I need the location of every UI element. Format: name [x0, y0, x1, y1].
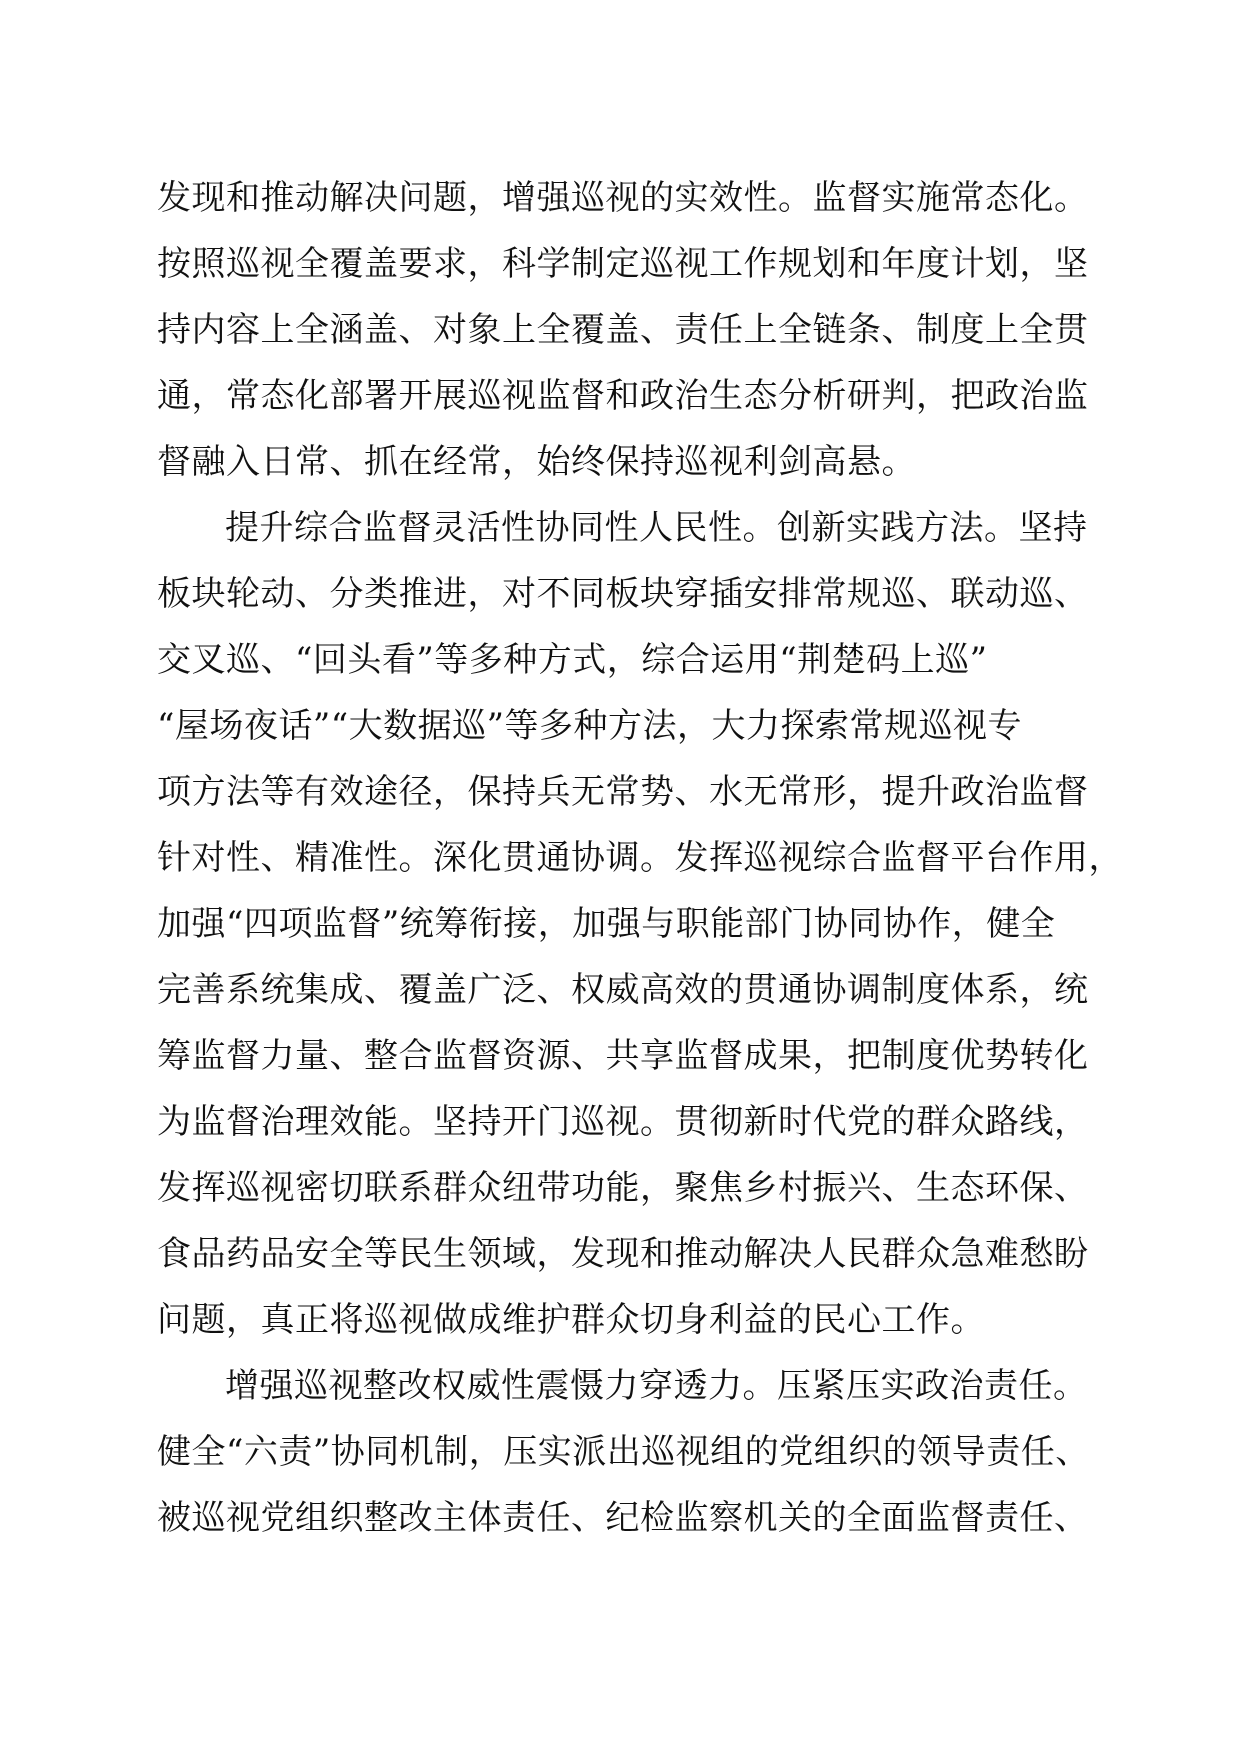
text-line: 交叉巡、“回头看”等多种方式，综合运用“荆楚码上巡”: [157, 640, 988, 680]
text-line: “屋场夜话”“大数据巡”等多种方法，大力探索常规巡视专: [157, 706, 1023, 746]
document-body: [157, 165, 1123, 1551]
text-line: 板块轮动、分类推进，对不同板块穿插安排常规巡、联动巡、: [157, 574, 1089, 614]
text-line: 项方法等有效途径，保持兵无常势、水无常形，提升政治监督: [157, 772, 1089, 812]
text-line: 督融入日常、抓在经常，始终保持巡视利剑高悬。: [157, 442, 916, 482]
text-line: 食品药品安全等民生领域，发现和推动解决人民群众急难愁盼: [157, 1234, 1089, 1274]
text-line: 筹监督力量、整合监督资源、共享监督成果，把制度优势转化: [157, 1036, 1089, 1076]
text-line: 持内容上全涵盖、对象上全覆盖、责任上全链条、制度上全贯: [157, 310, 1089, 350]
text-line: 发挥巡视密切联系群众纽带功能，聚焦乡村振兴、生态环保、: [157, 1168, 1089, 1208]
text-line: 完善系统集成、覆盖广泛、权威高效的贯通协调制度体系，统: [157, 970, 1089, 1010]
text-line: 健全“六责”协同机制，压实派出巡视组的党组织的领导责任、: [157, 1432, 1090, 1472]
text-line: 问题，真正将巡视做成维护群众切身利益的民心工作。: [157, 1300, 985, 1340]
text-line: 通，常态化部署开展巡视监督和政治生态分析研判，把政治监: [157, 376, 1089, 416]
text-line: 发现和推动解决问题，增强巡视的实效性。监督实施常态化。: [157, 178, 1089, 218]
text-line: 针对性、精准性。深化贯通协调。发挥巡视综合监督平台作用，: [157, 838, 1123, 878]
paragraph-start-line: 增强巡视整改权威性震慑力穿透力。压紧压实政治责任。: [225, 1366, 1088, 1406]
text-line: 被巡视党组织整改主体责任、纪检监察机关的全面监督责任、: [157, 1498, 1089, 1538]
text-line: 为监督治理效能。坚持开门巡视。贯彻新时代党的群众路线，: [157, 1102, 1089, 1142]
text-line: 按照巡视全覆盖要求，科学制定巡视工作规划和年度计划，坚: [157, 244, 1089, 284]
paragraph-start-line: 提升综合监督灵活性协同性人民性。创新实践方法。坚持: [225, 508, 1088, 548]
text-line: 加强“四项监督”统筹衔接，加强与职能部门协同协作，健全: [157, 904, 1056, 944]
